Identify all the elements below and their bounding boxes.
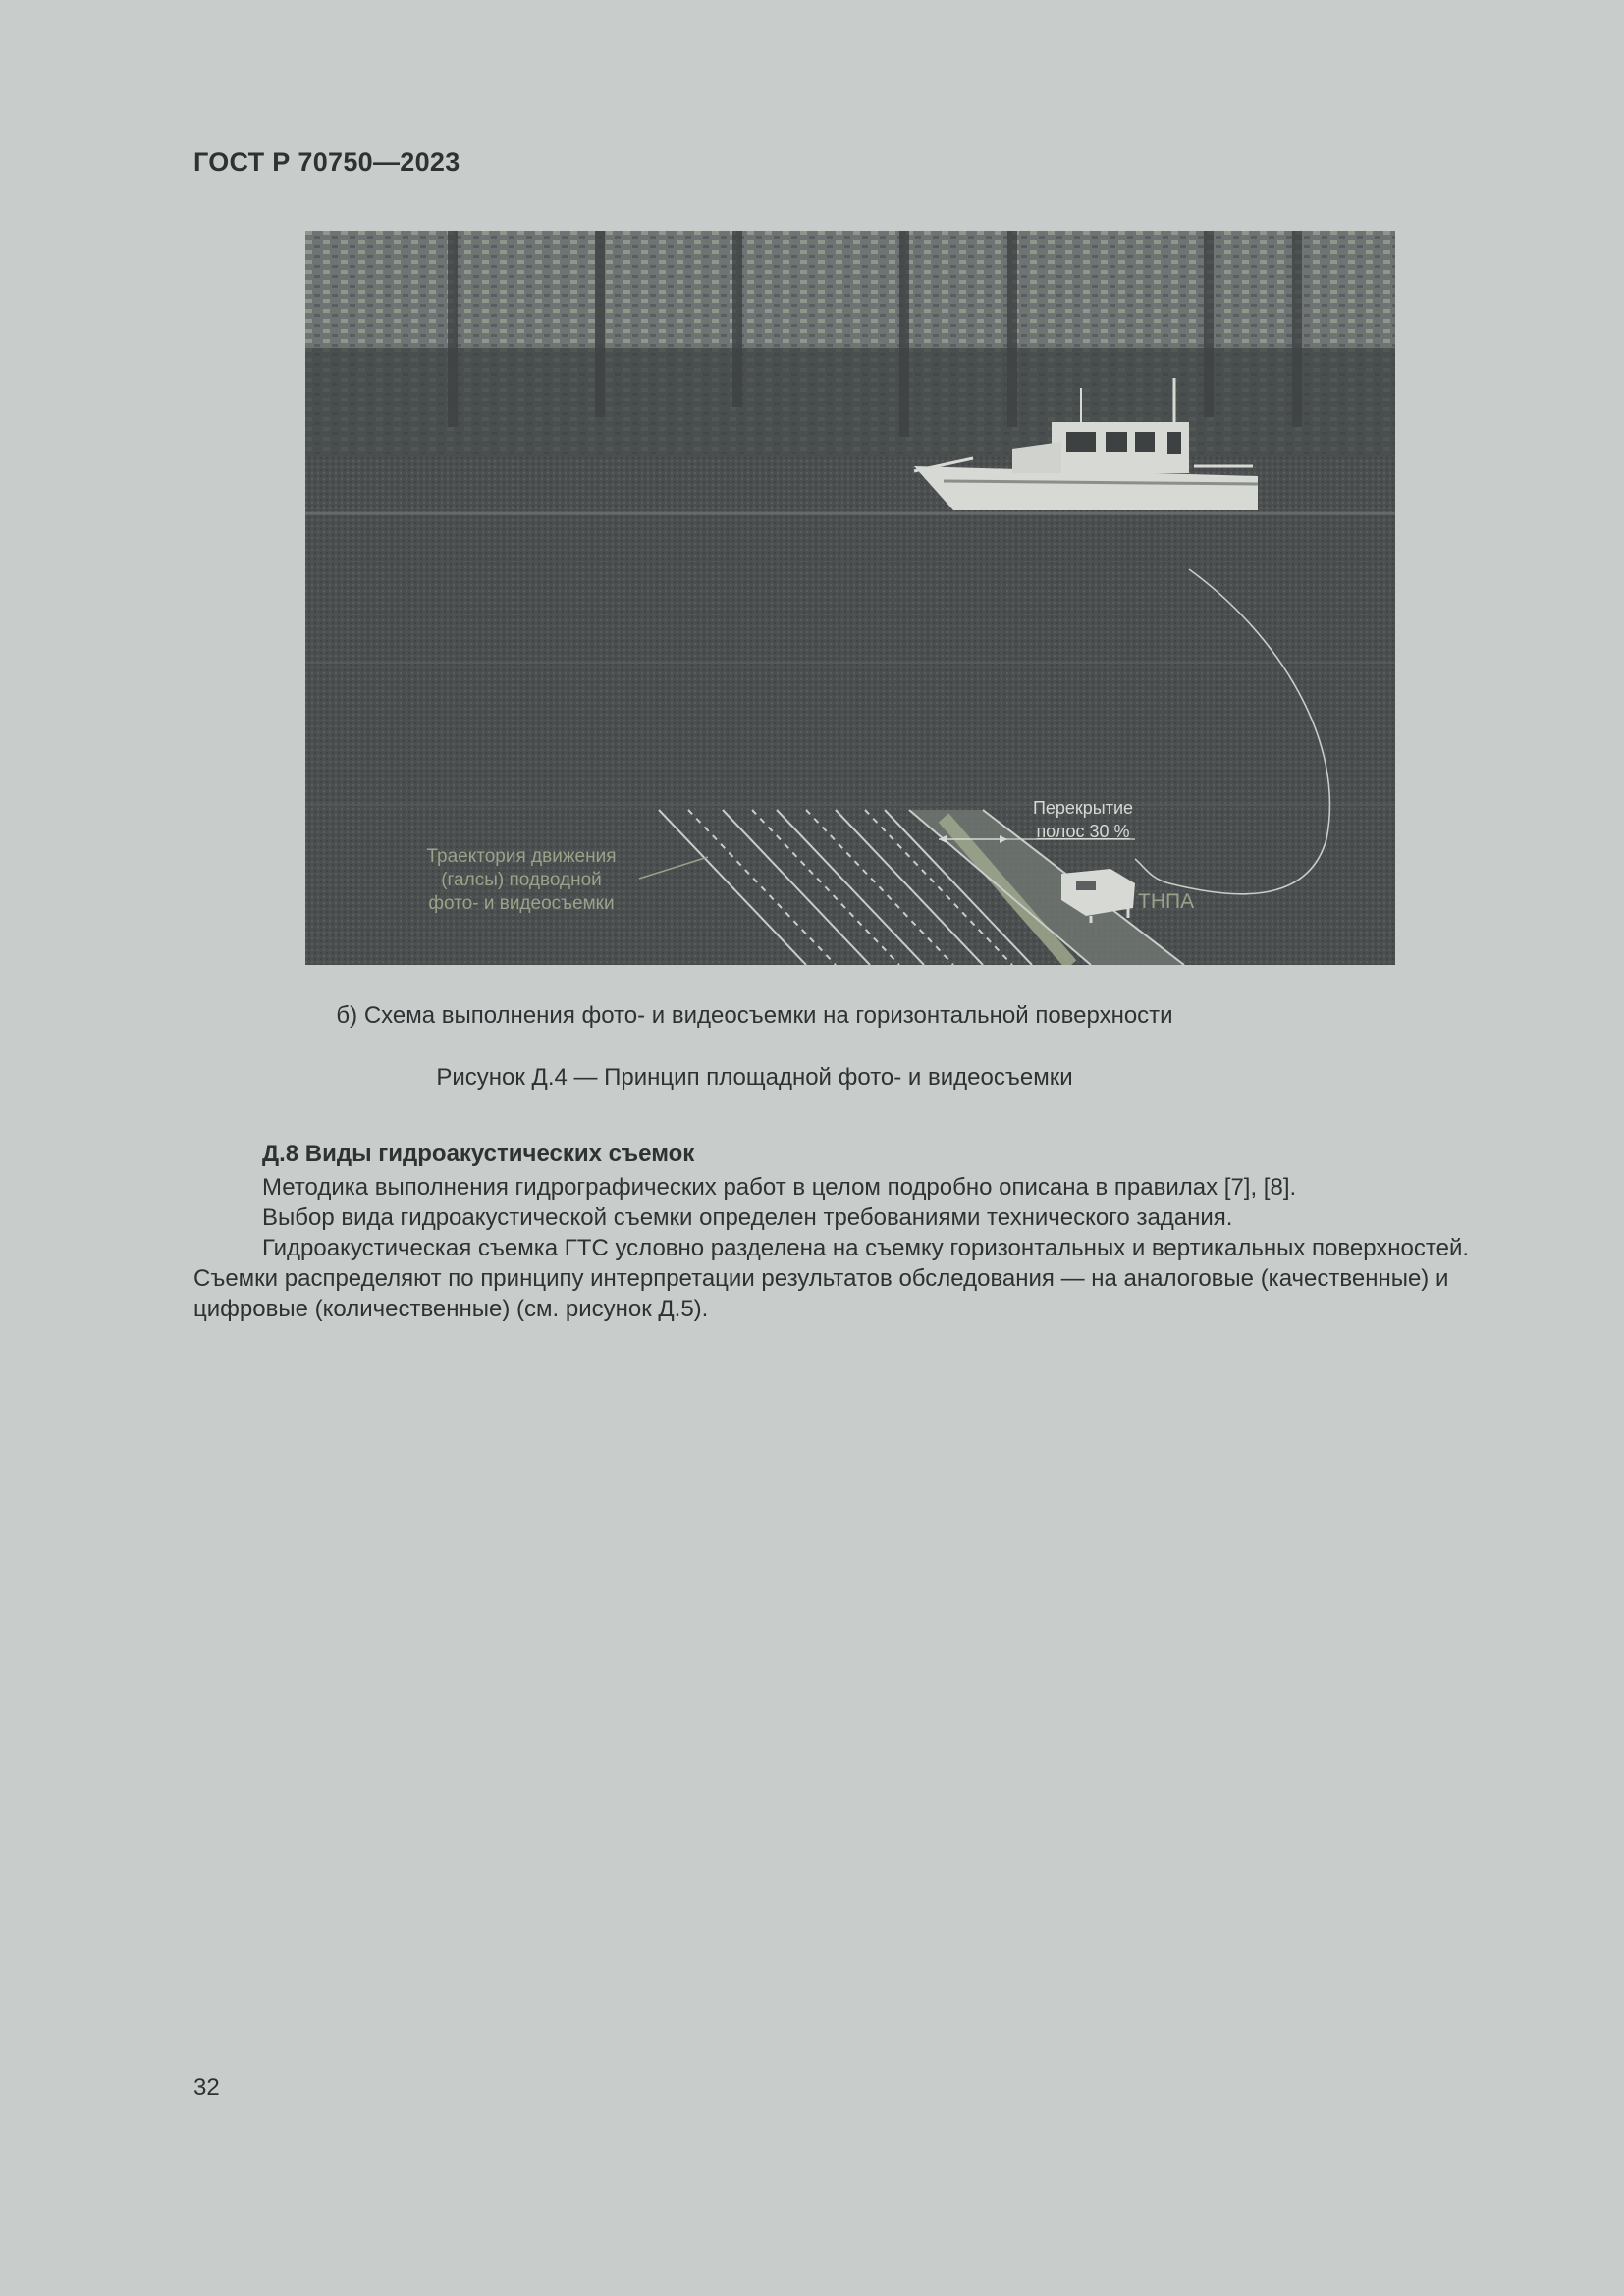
trajectory-label-line: фото- и видеосъемки: [428, 893, 615, 914]
figure-photo: [305, 231, 1395, 965]
page-number: 32: [193, 2074, 220, 2101]
figure-subcaption: б) Схема выполнения фото- и видеосъемки на горизонтальной поверхности: [336, 1002, 1173, 1029]
paragraph: Выбор вида гидроакустической съемки определен требованиями технического задания.: [262, 1204, 1233, 1231]
paragraph: Гидроакустическая съемка ГТС условно разделена на съемку горизонтальных и вертикальных поверхностей. Съемки распределяют по принципу интерпретации результатов обследования — на аналоговые (качественные) и цифровые (количественные) (см. рисунок Д.5).: [193, 1235, 1470, 1322]
overlap-label-line: полос 30 %: [1036, 822, 1130, 841]
paragraph: Методика выполнения гидрографических работ в целом подробно описана в правилах [7], [8].: [262, 1174, 1297, 1201]
trajectory-label-line: Траектория движения: [426, 846, 617, 867]
overlap-label: [1024, 796, 1142, 843]
section-d8: [193, 1139, 1509, 1324]
trajectory-label-line: (галсы) подводной: [441, 870, 602, 890]
section-heading: Д.8 Виды гидроакустических съемок: [262, 1141, 695, 1167]
overlap-label-line: Перекрытие: [1032, 798, 1134, 818]
trajectory-label: [404, 845, 639, 916]
figure-caption: Рисунок Д.4 — Принцип площадной фото- и видеосъемки: [436, 1064, 1073, 1091]
document-id: ГОСТ Р 70750—2023: [193, 147, 460, 177]
rov-label: ТНПА: [1138, 890, 1195, 913]
